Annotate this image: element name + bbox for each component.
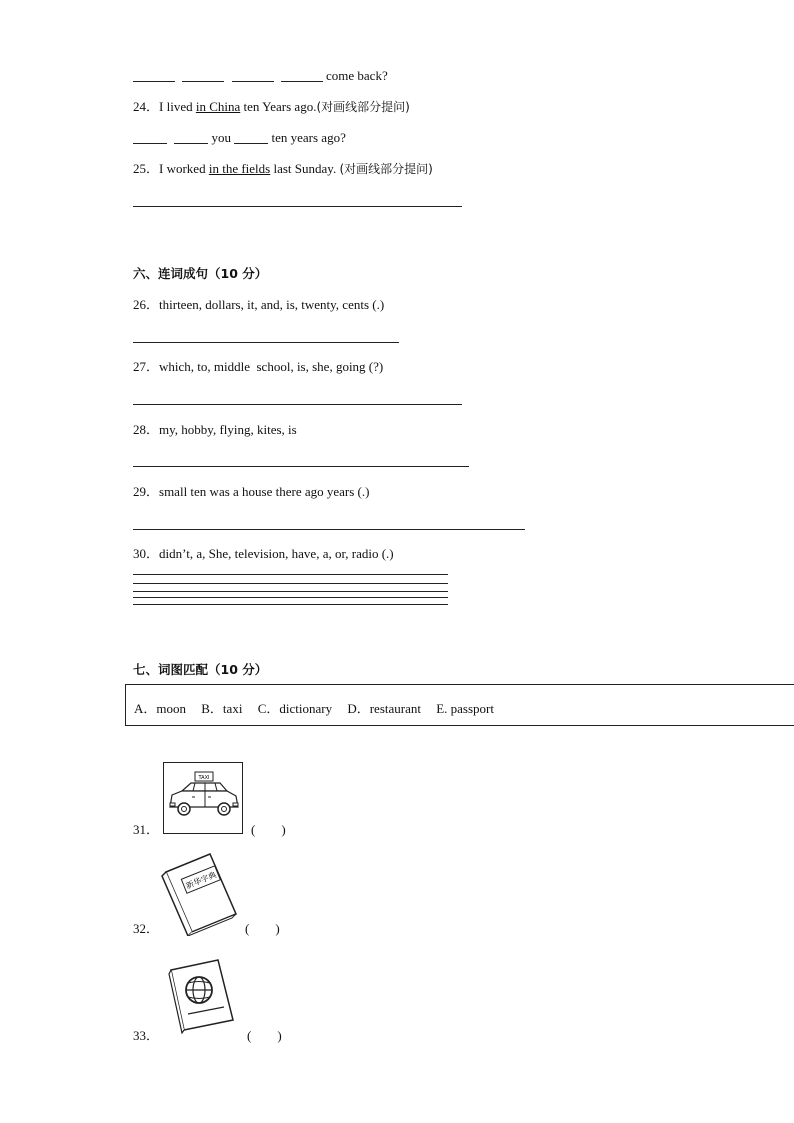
question-text: my, hobby, flying, kites, is <box>159 422 297 437</box>
taxi-picture <box>163 762 243 834</box>
answer-line-27[interactable] <box>133 404 462 405</box>
question-28 <box>133 422 297 438</box>
blank[interactable] <box>232 69 274 82</box>
answer-line-25[interactable] <box>133 206 462 207</box>
taxi-sign-text: TAXI <box>198 775 210 781</box>
q23-tail: come back? <box>326 68 388 83</box>
q24-post: ten Years ago. <box>240 99 317 114</box>
question-number: 26． <box>133 297 160 312</box>
question-33-number: 33． <box>133 1028 160 1043</box>
answer-line-30d[interactable] <box>133 597 448 598</box>
answer-line-26[interactable] <box>133 342 399 343</box>
question-26 <box>133 297 384 313</box>
question-27 <box>133 359 383 375</box>
question-31-number: 31． <box>133 822 160 837</box>
question-text: thirteen, dollars, it, and, is, twenty, cents (.) <box>159 297 385 312</box>
question-number: 25． <box>133 161 160 176</box>
answer-line-30e[interactable] <box>133 604 448 605</box>
options-list <box>134 698 506 717</box>
taxi-icon <box>164 763 242 833</box>
question-32-number: 32． <box>133 921 160 936</box>
answer-paren-31[interactable]: ( ) <box>251 822 286 837</box>
option-b: B．taxi <box>201 701 243 716</box>
question-text: didn’t, a, She, television, have, a, or, radio (.) <box>159 546 394 561</box>
q24-answer-line <box>133 130 346 146</box>
answer-paren-32[interactable]: ( ) <box>245 921 280 936</box>
dictionary-title-text: 新华字典 <box>184 870 218 891</box>
blank[interactable] <box>281 69 323 82</box>
question-number: 28． <box>133 422 160 437</box>
question-25 <box>133 161 433 177</box>
passport-picture <box>166 958 238 1034</box>
q25-post: last Sunday. <box>270 161 340 176</box>
q24-answer-tail: ten years ago? <box>271 130 346 145</box>
question-number: 27． <box>133 359 160 374</box>
answer-line-29[interactable] <box>133 529 525 530</box>
q25-underlined: in the fields <box>208 161 271 176</box>
dictionary-picture <box>158 850 242 936</box>
blank[interactable] <box>234 131 268 144</box>
option-e: E. passport <box>436 701 494 716</box>
dictionary-icon <box>158 850 242 936</box>
question-number: 30． <box>133 546 160 561</box>
blank[interactable] <box>133 131 167 144</box>
answer-line-30c[interactable] <box>133 591 448 592</box>
answer-line-30a[interactable] <box>133 574 448 575</box>
q25-pre: I worked <box>159 161 209 176</box>
question-24 <box>133 99 410 115</box>
question-29 <box>133 484 369 500</box>
q24-instruction: (对画线部分提问) <box>316 100 410 114</box>
question-number: 29． <box>133 484 160 499</box>
answer-paren-33[interactable]: ( ) <box>247 1028 282 1043</box>
options-box <box>125 684 794 726</box>
section-6-title: 六、连词成句（10 分） <box>133 266 268 281</box>
blank[interactable] <box>174 131 208 144</box>
question-30 <box>133 546 394 562</box>
answer-line-28[interactable] <box>133 466 469 467</box>
passport-icon <box>166 958 238 1034</box>
q24-answer-mid: you <box>211 130 231 145</box>
q24-pre: I lived <box>159 99 196 114</box>
q25-instruction: (对画线部分提问) <box>339 162 433 176</box>
question-number: 24． <box>133 99 160 114</box>
question-text: which, to, middle school, is, she, going (?) <box>159 359 384 374</box>
option-d: D．restaurant <box>347 701 421 716</box>
section-7-title: 七、词图匹配（10 分） <box>133 662 268 677</box>
question-text: small ten was a house there ago years (.) <box>159 484 370 499</box>
blank[interactable] <box>182 69 224 82</box>
q24-underlined: in China <box>195 99 241 114</box>
blank[interactable] <box>133 69 175 82</box>
option-a: A．moon <box>134 701 187 716</box>
answer-line-30b[interactable] <box>133 583 448 584</box>
option-c: C．dictionary <box>257 701 333 716</box>
q23-answer-line <box>133 68 388 84</box>
